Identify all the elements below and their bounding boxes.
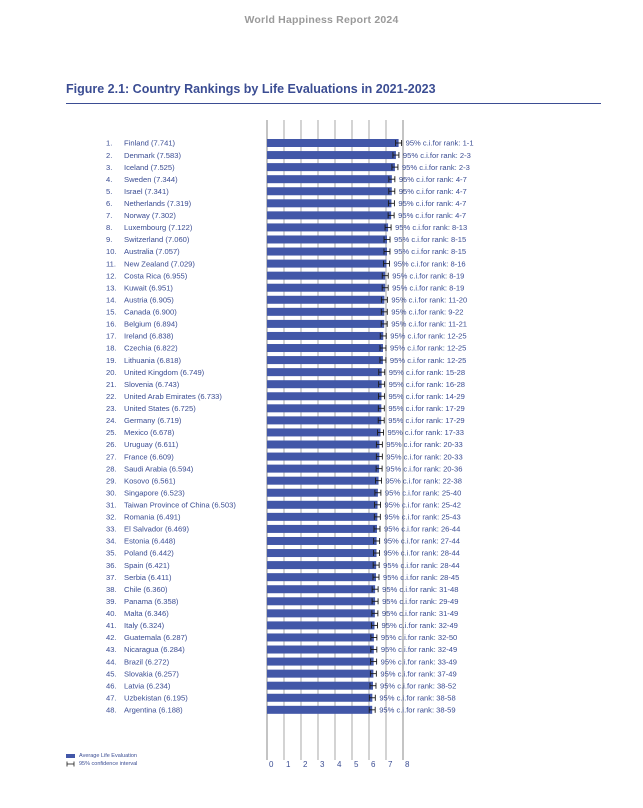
ci-rank-label: 95% c.i.for rank: 12-25	[389, 343, 467, 353]
life-evaluation-bar	[267, 633, 374, 641]
rank-number: 21.	[106, 379, 117, 389]
life-evaluation-bar	[267, 513, 377, 521]
ci-rank-label: 95% c.i.for rank: 8-15	[393, 247, 467, 257]
life-evaluation-bar	[267, 501, 378, 509]
life-evaluation-bar	[267, 694, 372, 702]
rank-number: 16.	[106, 319, 117, 329]
rank-number: 47.	[106, 693, 117, 703]
ci-rank-label: 95% c.i.for rank: 32-49	[380, 645, 458, 655]
rank-number: 13.	[106, 283, 117, 293]
life-evaluation-bar	[267, 199, 391, 207]
ci-rank-label: 95% c.i.for rank: 17-33	[387, 428, 464, 438]
country-label: Serbia (6.411)	[124, 572, 172, 582]
rank-number: 43.	[106, 645, 117, 655]
rank-number: 28.	[106, 464, 117, 474]
life-evaluation-bar	[267, 682, 373, 690]
country-label: Sweden (7.344)	[124, 174, 178, 184]
life-evaluation-bar	[267, 139, 399, 147]
rank-number: 48.	[106, 705, 117, 715]
rank-number: 34.	[106, 536, 117, 546]
ci-rank-label: 95% c.i.for rank: 12-25	[389, 355, 467, 365]
rank-number: 36.	[106, 560, 117, 570]
ci-rank-label: 95% c.i.for rank: 25-43	[384, 512, 461, 522]
legend-bar-label: Average Life Evaluation	[79, 753, 137, 759]
life-evaluation-bar	[267, 453, 379, 461]
country-label: Romania (6.491)	[124, 512, 181, 522]
ci-rank-label: 95% c.i.for rank: 4-7	[398, 186, 467, 196]
figure-title: Figure 2.1: Country Rankings by Life Evaluations in 2021-2023	[66, 82, 436, 96]
rank-number: 18.	[106, 343, 117, 353]
rank-number: 23.	[106, 404, 117, 414]
country-label: United States (6.725)	[124, 404, 196, 414]
legend-bar-swatch	[66, 754, 75, 758]
ci-rank-label: 95% c.i.for rank: 33-49	[380, 657, 458, 667]
rank-number: 4.	[106, 174, 113, 184]
country-label: Germany (6.719)	[124, 416, 182, 426]
ci-rank-label: 95% c.i.for rank: 8-15	[394, 235, 467, 245]
country-label: Taiwan Province of China (6.503)	[124, 500, 236, 510]
life-evaluation-bar	[267, 646, 374, 654]
country-label: Ireland (6.838)	[124, 331, 174, 341]
ci-rank-label: 95% c.i.for rank: 20-33	[386, 452, 463, 462]
ci-rank-label: 95% c.i.for rank: 26-44	[383, 524, 461, 534]
ci-rank-label: 95% c.i.for rank: 4-7	[398, 174, 467, 184]
rank-number: 27.	[106, 452, 117, 462]
rank-number: 12.	[106, 271, 117, 281]
rank-number: 22.	[106, 391, 117, 401]
ci-rank-label: 95% c.i.for rank: 4-7	[398, 199, 467, 208]
x-tick-label: 8	[405, 760, 410, 769]
country-label: Slovakia (6.257)	[124, 669, 179, 679]
rank-number: 44.	[106, 657, 117, 667]
country-label: United Arab Emirates (6.733)	[124, 391, 222, 401]
life-evaluation-bar	[267, 621, 375, 629]
ci-rank-label: 95% c.i.for rank: 38-59	[379, 705, 456, 715]
country-label: Switzerland (7.060)	[124, 235, 190, 245]
country-label: Argentina (6.188)	[124, 705, 183, 715]
rank-number: 2.	[106, 150, 113, 160]
rank-number: 37.	[106, 572, 117, 582]
rank-number: 15.	[106, 307, 117, 317]
rank-number: 17.	[106, 331, 117, 341]
rank-number: 30.	[106, 488, 117, 498]
ci-rank-label: 95% c.i.for rank: 16-28	[388, 379, 466, 389]
life-evaluation-bar	[267, 260, 386, 268]
rank-number: 20.	[106, 367, 117, 377]
ci-rank-label: 95% c.i.for rank: 12-25	[390, 331, 467, 341]
country-label: Estonia (6.448)	[124, 536, 176, 546]
life-evaluation-bar	[267, 573, 376, 581]
ci-rank-label: 95% c.i.for rank: 25-40	[384, 488, 462, 498]
x-tick-label: 5	[354, 760, 359, 769]
life-evaluation-bar	[267, 308, 384, 316]
ci-rank-label: 95% c.i.for rank: 9-22	[391, 307, 464, 317]
ci-rank-label: 95% c.i.for rank: 20-33	[386, 440, 463, 450]
country-label: Slovenia (6.743)	[124, 379, 180, 389]
rank-number: 35.	[106, 548, 117, 558]
country-label: Saudi Arabia (6.594)	[124, 464, 194, 474]
country-label: Italy (6.324)	[124, 621, 165, 631]
life-evaluation-bar	[267, 235, 387, 243]
life-evaluation-bar	[267, 163, 395, 171]
x-tick-label: 4	[337, 760, 342, 769]
rank-number: 5.	[106, 186, 113, 196]
country-label: United Kingdom (6.749)	[124, 367, 205, 377]
rank-number: 42.	[106, 633, 117, 643]
life-evaluation-bar	[267, 356, 383, 364]
x-tick-label: 2	[303, 760, 308, 769]
life-evaluation-bar	[267, 320, 384, 328]
life-evaluation-bar	[267, 344, 383, 352]
rank-number: 40.	[106, 609, 117, 619]
country-label: France (6.609)	[124, 452, 174, 462]
chart-legend	[66, 752, 137, 768]
legend-item-average	[66, 752, 137, 760]
rank-number: 11.	[106, 259, 116, 269]
life-evaluation-bar	[267, 441, 379, 449]
rank-number: 29.	[106, 476, 117, 486]
country-label: Kosovo (6.561)	[124, 476, 176, 486]
ci-rank-label: 95% c.i.for rank: 17-29	[388, 404, 465, 414]
ci-rank-label: 95% c.i.for rank: 15-28	[388, 367, 466, 377]
country-label: Luxembourg (7.122)	[124, 223, 193, 233]
life-evaluation-bar	[267, 428, 381, 436]
country-label: Brazil (6.272)	[124, 657, 170, 667]
country-label: Australia (7.057)	[124, 247, 180, 257]
ci-rank-label: 95% c.i.for rank: 11-21	[391, 319, 468, 329]
ci-rank-label: 95% c.i.for rank: 4-7	[398, 211, 467, 221]
life-evaluation-bar	[267, 597, 375, 605]
life-evaluation-bar	[267, 380, 382, 388]
ci-rank-label: 95% c.i.for rank: 37-49	[380, 669, 457, 679]
ci-rank-label: 95% c.i.for rank: 32-50	[380, 633, 458, 643]
ci-rank-label: 95% c.i.for rank: 29-49	[382, 596, 459, 606]
ci-rank-label: 95% c.i.for rank: 25-42	[384, 500, 461, 510]
ci-rank-label: 95% c.i.for rank: 28-45	[382, 572, 460, 582]
life-evaluation-bar	[267, 392, 381, 400]
country-label: Uzbekistan (6.195)	[124, 693, 188, 703]
country-label: Latvia (6.234)	[124, 681, 171, 691]
rank-number: 7.	[106, 211, 113, 221]
country-label: Norway (7.302)	[124, 211, 176, 221]
country-label: Denmark (7.583)	[124, 150, 181, 160]
life-evaluation-bar	[267, 211, 391, 219]
country-label: El Salvador (6.469)	[124, 524, 190, 534]
ci-rank-label: 95% c.i.for rank: 8-16	[393, 259, 466, 269]
ci-rank-label: 95% c.i.for rank: 38-58	[379, 693, 456, 703]
life-evaluation-bar	[267, 658, 374, 666]
rank-number: 33.	[106, 524, 117, 534]
life-evaluation-bar	[267, 151, 396, 159]
country-label: Austria (6.905)	[124, 295, 174, 305]
country-label: Netherlands (7.319)	[124, 199, 192, 208]
country-label: Canada (6.900)	[124, 307, 177, 317]
rank-number: 46.	[106, 681, 117, 691]
life-evaluation-bar	[267, 465, 379, 473]
life-evaluation-bar	[267, 368, 382, 376]
country-label: Belgium (6.894)	[124, 319, 178, 329]
ci-rank-label: 95% c.i.for rank: 28-44	[383, 548, 460, 558]
life-evaluation-bar	[267, 416, 381, 424]
ci-rank-label: 95% c.i.for rank: 20-36	[386, 464, 463, 474]
country-label: Iceland (7.525)	[124, 162, 175, 172]
life-evaluation-bar	[267, 585, 375, 593]
country-label: Uruguay (6.611)	[124, 440, 179, 450]
country-label: Costa Rica (6.955)	[124, 271, 188, 281]
life-evaluation-bar	[267, 537, 377, 545]
rank-number: 38.	[106, 584, 117, 594]
ci-rank-label: 95% c.i.for rank: 11-20	[391, 295, 468, 305]
ci-rank-label: 95% c.i.for rank: 2-3	[402, 150, 471, 160]
country-label: Israel (7.341)	[124, 186, 169, 196]
ci-rank-label: 95% c.i.for rank: 31-49	[381, 609, 459, 619]
country-label: Nicaragua (6.284)	[124, 645, 185, 655]
rank-number: 25.	[106, 428, 117, 438]
life-evaluation-bar	[267, 670, 373, 678]
rank-number: 3.	[106, 162, 113, 172]
rank-number: 41.	[106, 621, 117, 631]
ci-rank-label: 95% c.i.for rank: 28-44	[383, 560, 460, 570]
life-evaluation-bar	[267, 272, 385, 280]
ci-rank-label: 95% c.i.for rank: 38-52	[379, 681, 457, 691]
rank-number: 45.	[106, 669, 117, 679]
country-label: Singapore (6.523)	[124, 488, 185, 498]
x-tick-label: 3	[320, 760, 325, 769]
country-label: Lithuania (6.818)	[124, 355, 181, 365]
country-label: Czechia (6.822)	[124, 343, 178, 353]
x-tick-label: 6	[371, 760, 376, 769]
life-evaluation-bar	[267, 609, 375, 617]
rank-number: 10.	[106, 247, 117, 257]
x-tick-label: 7	[388, 760, 393, 769]
life-evaluation-bar	[267, 332, 383, 340]
rank-number: 9.	[106, 235, 113, 245]
legend-item-ci	[66, 760, 137, 768]
life-evaluation-bar	[267, 284, 385, 292]
ci-rank-label: 95% c.i.for rank: 31-48	[382, 584, 459, 594]
ci-rank-label: 95% c.i.for rank: 2-3	[401, 162, 470, 172]
ci-rank-label: 95% c.i.for rank: 1-1	[405, 138, 474, 148]
life-evaluation-bar	[267, 404, 381, 412]
life-evaluation-bar	[267, 248, 387, 256]
life-evaluation-bar	[267, 223, 388, 231]
country-label: Chile (6.360)	[124, 584, 168, 594]
life-evaluation-bar	[267, 296, 384, 304]
life-evaluation-bar	[267, 706, 372, 714]
life-evaluation-bar	[267, 187, 392, 195]
rank-number: 6.	[106, 199, 113, 208]
ci-rank-label: 95% c.i.for rank: 22-38	[385, 476, 462, 486]
country-label: New Zealand (7.029)	[124, 259, 195, 269]
rank-number: 14.	[106, 295, 117, 305]
country-label: Spain (6.421)	[124, 560, 170, 570]
life-evaluation-bar	[267, 549, 377, 557]
country-label: Kuwait (6.951)	[124, 283, 173, 293]
rank-number: 8.	[106, 223, 113, 233]
rank-number: 39.	[106, 596, 117, 606]
country-label: Mexico (6.678)	[124, 428, 175, 438]
x-tick-label: 0	[269, 760, 274, 769]
rank-number: 32.	[106, 512, 117, 522]
ci-rank-label: 95% c.i.for rank: 8-19	[392, 271, 465, 281]
life-evaluation-bar	[267, 489, 378, 497]
country-label: Poland (6.442)	[124, 548, 174, 558]
rank-number: 19.	[106, 355, 117, 365]
legend-ci-label: 95% confidence interval	[79, 761, 138, 767]
country-label: Malta (6.346)	[124, 609, 169, 619]
ci-rank-label: 95% c.i.for rank: 14-29	[388, 391, 465, 401]
country-label: Panama (6.358)	[124, 596, 179, 606]
x-tick-label: 1	[286, 760, 291, 769]
rank-number: 1.	[106, 138, 113, 148]
rank-number: 26.	[106, 440, 117, 450]
ci-rank-label: 95% c.i.for rank: 8-19	[392, 283, 465, 293]
ci-rank-label: 95% c.i.for rank: 27-44	[383, 536, 461, 546]
life-evaluation-bar	[267, 477, 379, 485]
country-label: Finland (7.741)	[124, 138, 176, 148]
ci-rank-label: 95% c.i.for rank: 8-13	[395, 223, 468, 233]
life-evaluation-bar	[267, 175, 392, 183]
confidence-interval-icon	[66, 761, 75, 767]
country-label: Guatemala (6.287)	[124, 633, 188, 643]
rank-number: 24.	[106, 416, 117, 426]
report-header: World Happiness Report 2024	[244, 14, 399, 26]
rank-number: 31.	[106, 500, 117, 510]
ci-rank-label: 95% c.i.for rank: 17-29	[388, 416, 465, 426]
life-evaluation-bar	[267, 525, 377, 533]
ci-rank-label: 95% c.i.for rank: 32-49	[381, 621, 458, 631]
life-evaluation-bar	[267, 561, 376, 569]
